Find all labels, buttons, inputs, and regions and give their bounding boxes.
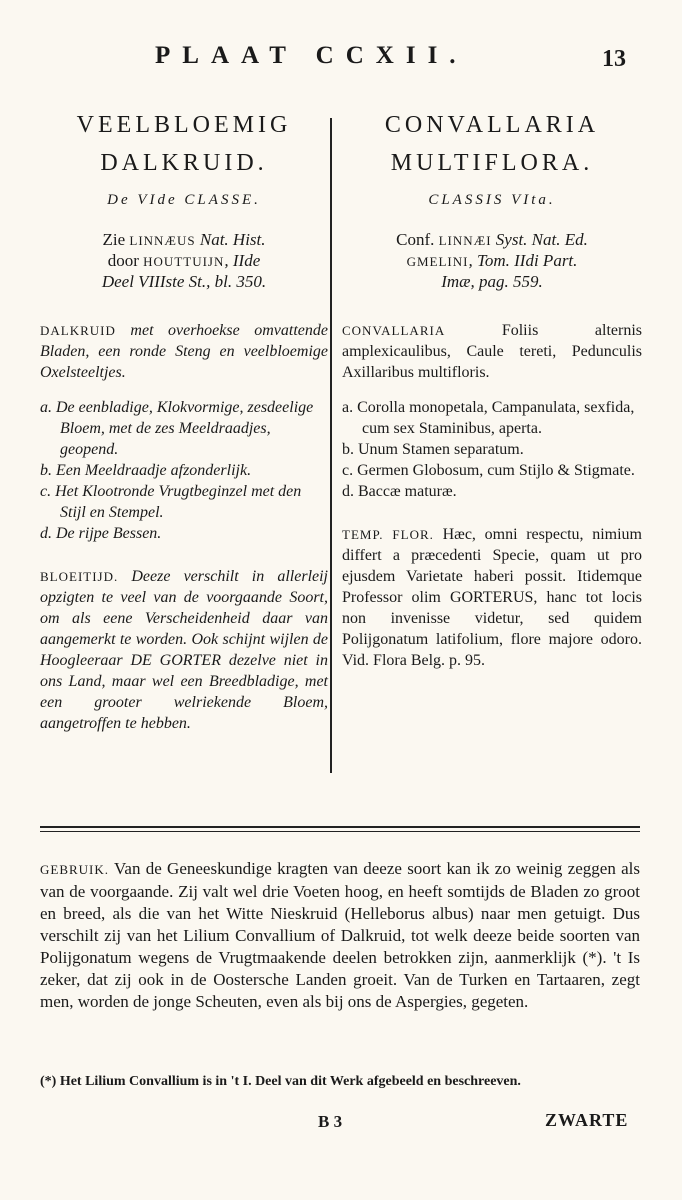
ref-text: Nat. Hist. bbox=[195, 230, 266, 249]
page-number: 13 bbox=[602, 46, 626, 72]
ref-text: Conf. bbox=[396, 230, 439, 249]
bloeitijd-term: BLOEITIJD. bbox=[40, 569, 119, 584]
list-item: d. Baccæ maturæ. bbox=[342, 483, 457, 500]
bloeitijd-text: Deeze verschilt in allerleij opzigten te veel van de voorgaande Soort, om als eene Verscheidenheid daar van aangemerkt te worden. Ook schijnt wijlen de Hoogleeraar DE GORTER dezelve niet in ons Land, maar wel een Breedbladige, met een grooter welriekende Bloem, aangetroffen te hebben. bbox=[40, 568, 328, 732]
list-item: c. Germen Globosum, cum Stijlo & Stigmate. bbox=[342, 462, 635, 479]
gebruik-text: Van de Geneeskundige kragten van deeze soort kan ik zo weinig zeggen als van de voorgaande. Zij valt wel drie Voeten hoog, en heeft somtijds de Bladen zo groot en breed, als die van het Witte Nieskruid (Helleborus albus) naar men getuigt. Dus verschilt zij van het Lilium Convallium of Dalkruid, tot welk deeze beide soorten van Polijgonatum wegens de Vrugtmaakende deelen betrokken zijn, aanmerklijk (*). 't Is zeker, dat zij ook in de Oostersche Landen groeit. Van de Turken en Tartaaren, zegt men, worden de jonge Scheuten, even als bij ons de Aspergies, gegeten. bbox=[40, 859, 640, 1011]
latin-title-line2: MULTIFLORA. bbox=[390, 150, 594, 176]
dutch-title-line2: DALKRUID. bbox=[100, 150, 268, 176]
ref-text: Zie bbox=[102, 230, 130, 249]
list-item: a. Corolla monopetala, Campanulata, sexfida, cum sex Staminibus, aperta. bbox=[342, 399, 635, 437]
list-item: b. Unum Stamen separatum. bbox=[342, 441, 524, 458]
gebruik-term: GEBRUIK. bbox=[40, 862, 110, 877]
column-divider bbox=[330, 118, 332, 773]
latin-reference bbox=[342, 230, 642, 292]
latin-temp-flor bbox=[342, 524, 642, 671]
ref-author: GMELINI bbox=[406, 254, 469, 269]
ref-text: Syst. Nat. Ed. bbox=[491, 230, 588, 249]
dutch-description bbox=[40, 320, 328, 383]
dutch-bloeitijd bbox=[40, 566, 328, 734]
footnote: (*) Het Lilium Convallium is in 't I. Deel van dit Werk afgebeeld en beschreeven. bbox=[40, 1074, 521, 1089]
ref-text: , Tom. IIdi Part. bbox=[468, 251, 578, 270]
latin-description bbox=[342, 320, 642, 383]
latin-column bbox=[342, 110, 642, 671]
latin-figure-list bbox=[342, 397, 642, 502]
list-item: b. Een Meeldraadje afzonderlijk. bbox=[40, 462, 252, 479]
temp-flor-term: TEMP. FLOR. bbox=[342, 527, 434, 542]
ref-author: HOUTTUIJN bbox=[143, 254, 225, 269]
desc-term: DALKRUID bbox=[40, 323, 116, 338]
list-item: d. De rijpe Bessen. bbox=[40, 525, 162, 542]
dutch-reference bbox=[40, 230, 328, 292]
dutch-column bbox=[40, 110, 328, 734]
desc-text: Foliis alternis amplexicaulibus, Caule tereti, Pedunculis Axillaribus multifloris. bbox=[342, 322, 642, 381]
latin-title-line1: CONVALLARIA bbox=[384, 112, 600, 138]
desc-text: met overhoekse omvattende Bladen, een ronde Steng en veelbloemige Oxelsteeltjes. bbox=[40, 322, 328, 381]
ref-author: LINNÆUS bbox=[129, 233, 196, 248]
temp-flor-text: Hæc, omni respectu, nimium differt a præcedenti Specie, quam ut pro ejusdem Varietate haberi possit. Itidemque Professor olim GORTERUS, hanc tot locis non invenisse videtur, sed quidem Polijgonatum latifolium, flore majore odoro. Vid. Flora Belg. p. 95. bbox=[342, 526, 642, 669]
dutch-class-line: De VIde CLASSE. bbox=[107, 192, 261, 208]
dutch-title-line1: VEELBLOEMIG bbox=[76, 112, 292, 138]
latin-class-line: CLASSIS VIta. bbox=[428, 192, 556, 208]
catchword: ZWARTE bbox=[545, 1110, 629, 1130]
ref-text: Deel VIIIste St., bl. 350. bbox=[101, 272, 267, 291]
gebruik-paragraph bbox=[40, 858, 640, 1013]
ref-text: , IIde bbox=[224, 251, 261, 270]
plate-title: PLAAT CCXII. bbox=[155, 42, 468, 69]
ref-author: LINNÆI bbox=[438, 233, 492, 248]
desc-term: CONVALLARIA bbox=[342, 323, 446, 338]
list-item: c. Het Klootronde Vrugtbeginzel met den Stijl en Stempel. bbox=[40, 483, 302, 521]
ref-text: Imæ, pag. 559. bbox=[441, 272, 543, 291]
ref-text: door bbox=[107, 251, 144, 270]
dutch-figure-list bbox=[40, 397, 328, 544]
signature-mark: B 3 bbox=[318, 1112, 343, 1131]
list-item: a. De eenbladige, Klokvormige, zesdeelige Bloem, met de zes Meeldraadjes, geopend. bbox=[40, 399, 314, 458]
section-rule-bottom bbox=[40, 831, 640, 832]
section-rule-top bbox=[40, 826, 640, 828]
